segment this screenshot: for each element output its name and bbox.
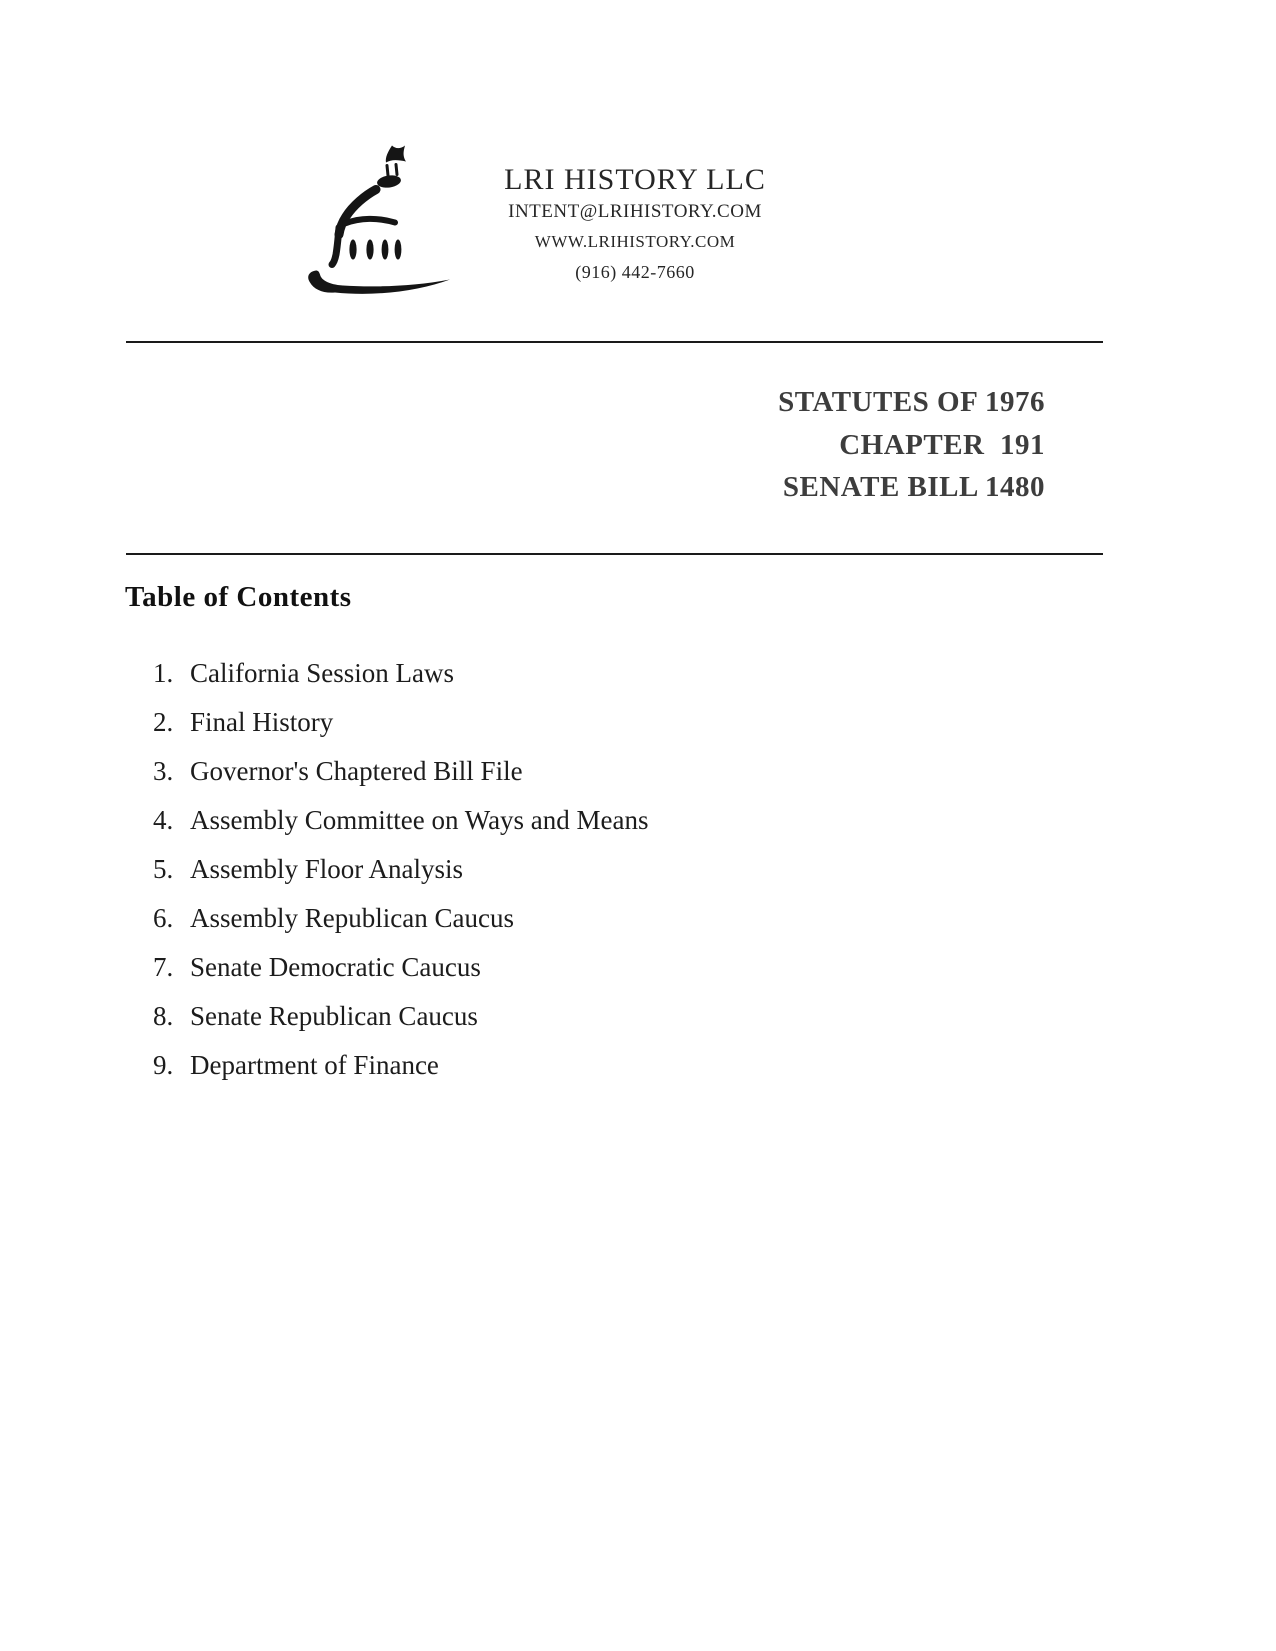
company-website: WWW.LRIHISTORY.COM <box>534 232 736 251</box>
horizontal-rule-top <box>126 341 1103 343</box>
toc-item-number: 9. <box>153 1050 174 1080</box>
company-email: INTENT@LRIHISTORY.COM <box>508 201 762 222</box>
toc-item-label: Final History <box>190 707 334 737</box>
toc-item <box>153 747 1053 796</box>
statutes-line: STATUTES OF 1976 <box>778 386 1045 418</box>
toc-item-number: 1. <box>153 658 174 688</box>
toc-item-number: 3. <box>153 756 174 786</box>
toc-item-label: Governor's Chaptered Bill File <box>190 756 523 786</box>
senate-bill-line: SENATE BILL 1480 <box>782 471 1045 503</box>
horizontal-rule-bottom <box>126 553 1103 555</box>
toc-item-label: Assembly Committee on Ways and Means <box>190 805 649 835</box>
toc-item-number: 4. <box>153 805 174 835</box>
toc-item <box>153 992 1053 1041</box>
letterhead <box>435 163 835 287</box>
toc-item <box>153 845 1053 894</box>
toc-item <box>153 1041 1053 1090</box>
toc-item-label: California Session Laws <box>190 658 454 688</box>
toc-item-number: 7. <box>153 952 174 982</box>
toc-item-label: Senate Democratic Caucus <box>190 952 481 982</box>
toc-item <box>153 649 1053 698</box>
document-title-block <box>778 381 1045 509</box>
toc-list <box>153 649 1053 1090</box>
toc-item-number: 6. <box>153 903 174 933</box>
toc-item-number: 2. <box>153 707 174 737</box>
toc-item <box>153 943 1053 992</box>
toc-heading: Table of Contents <box>125 581 352 613</box>
toc-item <box>153 698 1053 747</box>
toc-item <box>153 796 1053 845</box>
toc-item-number: 5. <box>153 854 174 884</box>
toc-item-label: Senate Republican Caucus <box>190 1001 478 1031</box>
toc-item-label: Department of Finance <box>190 1050 439 1080</box>
toc-item <box>153 894 1053 943</box>
toc-item-label: Assembly Floor Analysis <box>190 854 464 884</box>
toc-item-number: 8. <box>153 1001 174 1031</box>
company-name: LRI HISTORY LLC <box>504 163 766 196</box>
chapter-line: CHAPTER 191 <box>839 428 1045 461</box>
toc-item-label: Assembly Republican Caucus <box>190 903 514 933</box>
company-phone: (916) 442-7660 <box>575 262 695 282</box>
